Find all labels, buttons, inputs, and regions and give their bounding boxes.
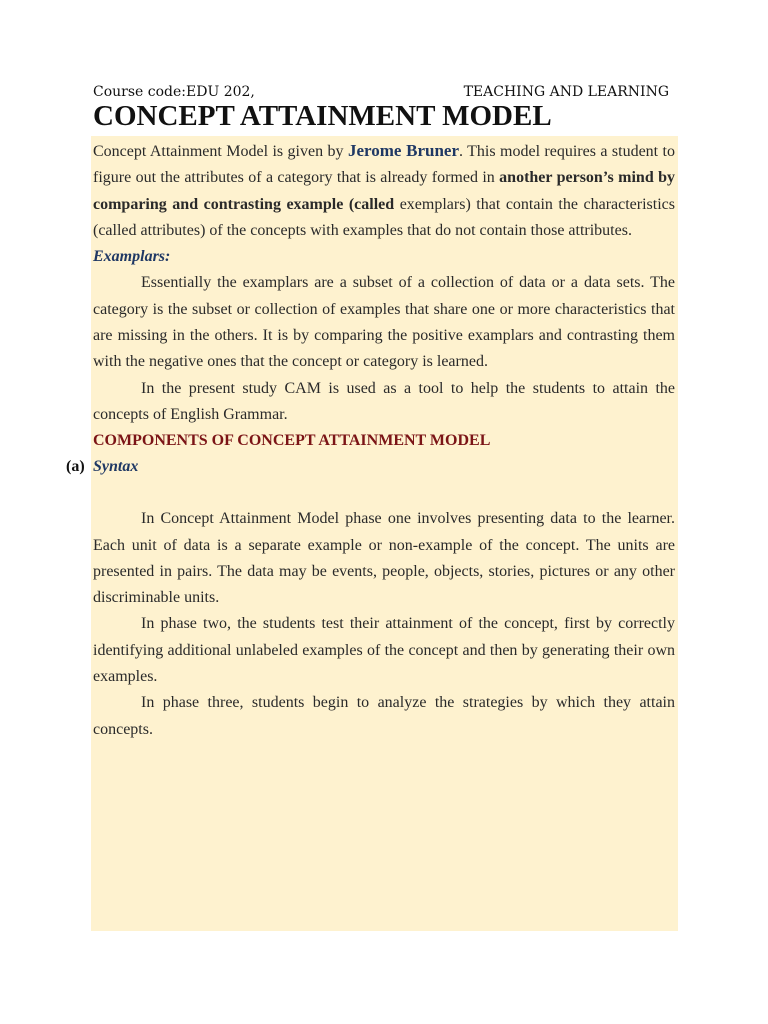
intro-text-2: . This model requires a student to figure out the attributes of a category that is already formed in (93, 143, 675, 187)
course-code: Course code:EDU 202, (93, 84, 255, 100)
syntax-paragraph-3: In phase three, students begin to analyze the strategies by which they attain concepts. (93, 694, 675, 738)
author-name: Jerome Bruner (347, 141, 460, 160)
intro-text-3: exemplars) that contain the characteristics (called attributes) of the concepts with examples that do not contain those attributes. (93, 195, 676, 239)
list-marker: (a) (66, 458, 85, 476)
subject-title: TEACHING AND LEARNING (463, 84, 669, 100)
components-heading: COMPONENTS OF CONCEPT ATTAINMENT MODEL (93, 432, 491, 450)
examplars-heading: Examplars: (93, 248, 171, 266)
spacer (93, 480, 675, 506)
document-body (66, 138, 676, 743)
syntax-label: Syntax (93, 458, 139, 476)
syntax-paragraph-2: In phase two, the students test their attainment of the concept, first by correctly identifying additional unlabeled examples of the concept and then by generating their own examples. (93, 615, 675, 686)
examplars-paragraph-1: Essentially the examplars are a subset of a collection of data or a data sets. The category is the subset or collection of examples that share one or more characteristics that are missing in the others. It is by comparing the positive examplars and contrasting them with the negative ones that the concept or category is learned. (93, 274, 675, 371)
intro-paragraph (93, 138, 675, 244)
examplars-paragraph-2: In the present study CAM is used as a tool to help the students to attain the concepts of English Grammar. (93, 379, 675, 423)
syntax-subheading (66, 454, 675, 480)
syntax-paragraph-1: In Concept Attainment Model phase one involves presenting data to the learner. Each unit of data is a separate example or non-example of the concept. The units are presented in pairs. The data may be events, people, objects, stories, pictures or any other discriminable units. (93, 510, 675, 607)
intro-emphasis: another person’s mind by comparing and contrasting example (called (93, 169, 675, 213)
document-title: CONCEPT ATTAINMENT MODEL (93, 100, 552, 132)
intro-text-1: Concept Attainment Model is given by (93, 143, 348, 160)
